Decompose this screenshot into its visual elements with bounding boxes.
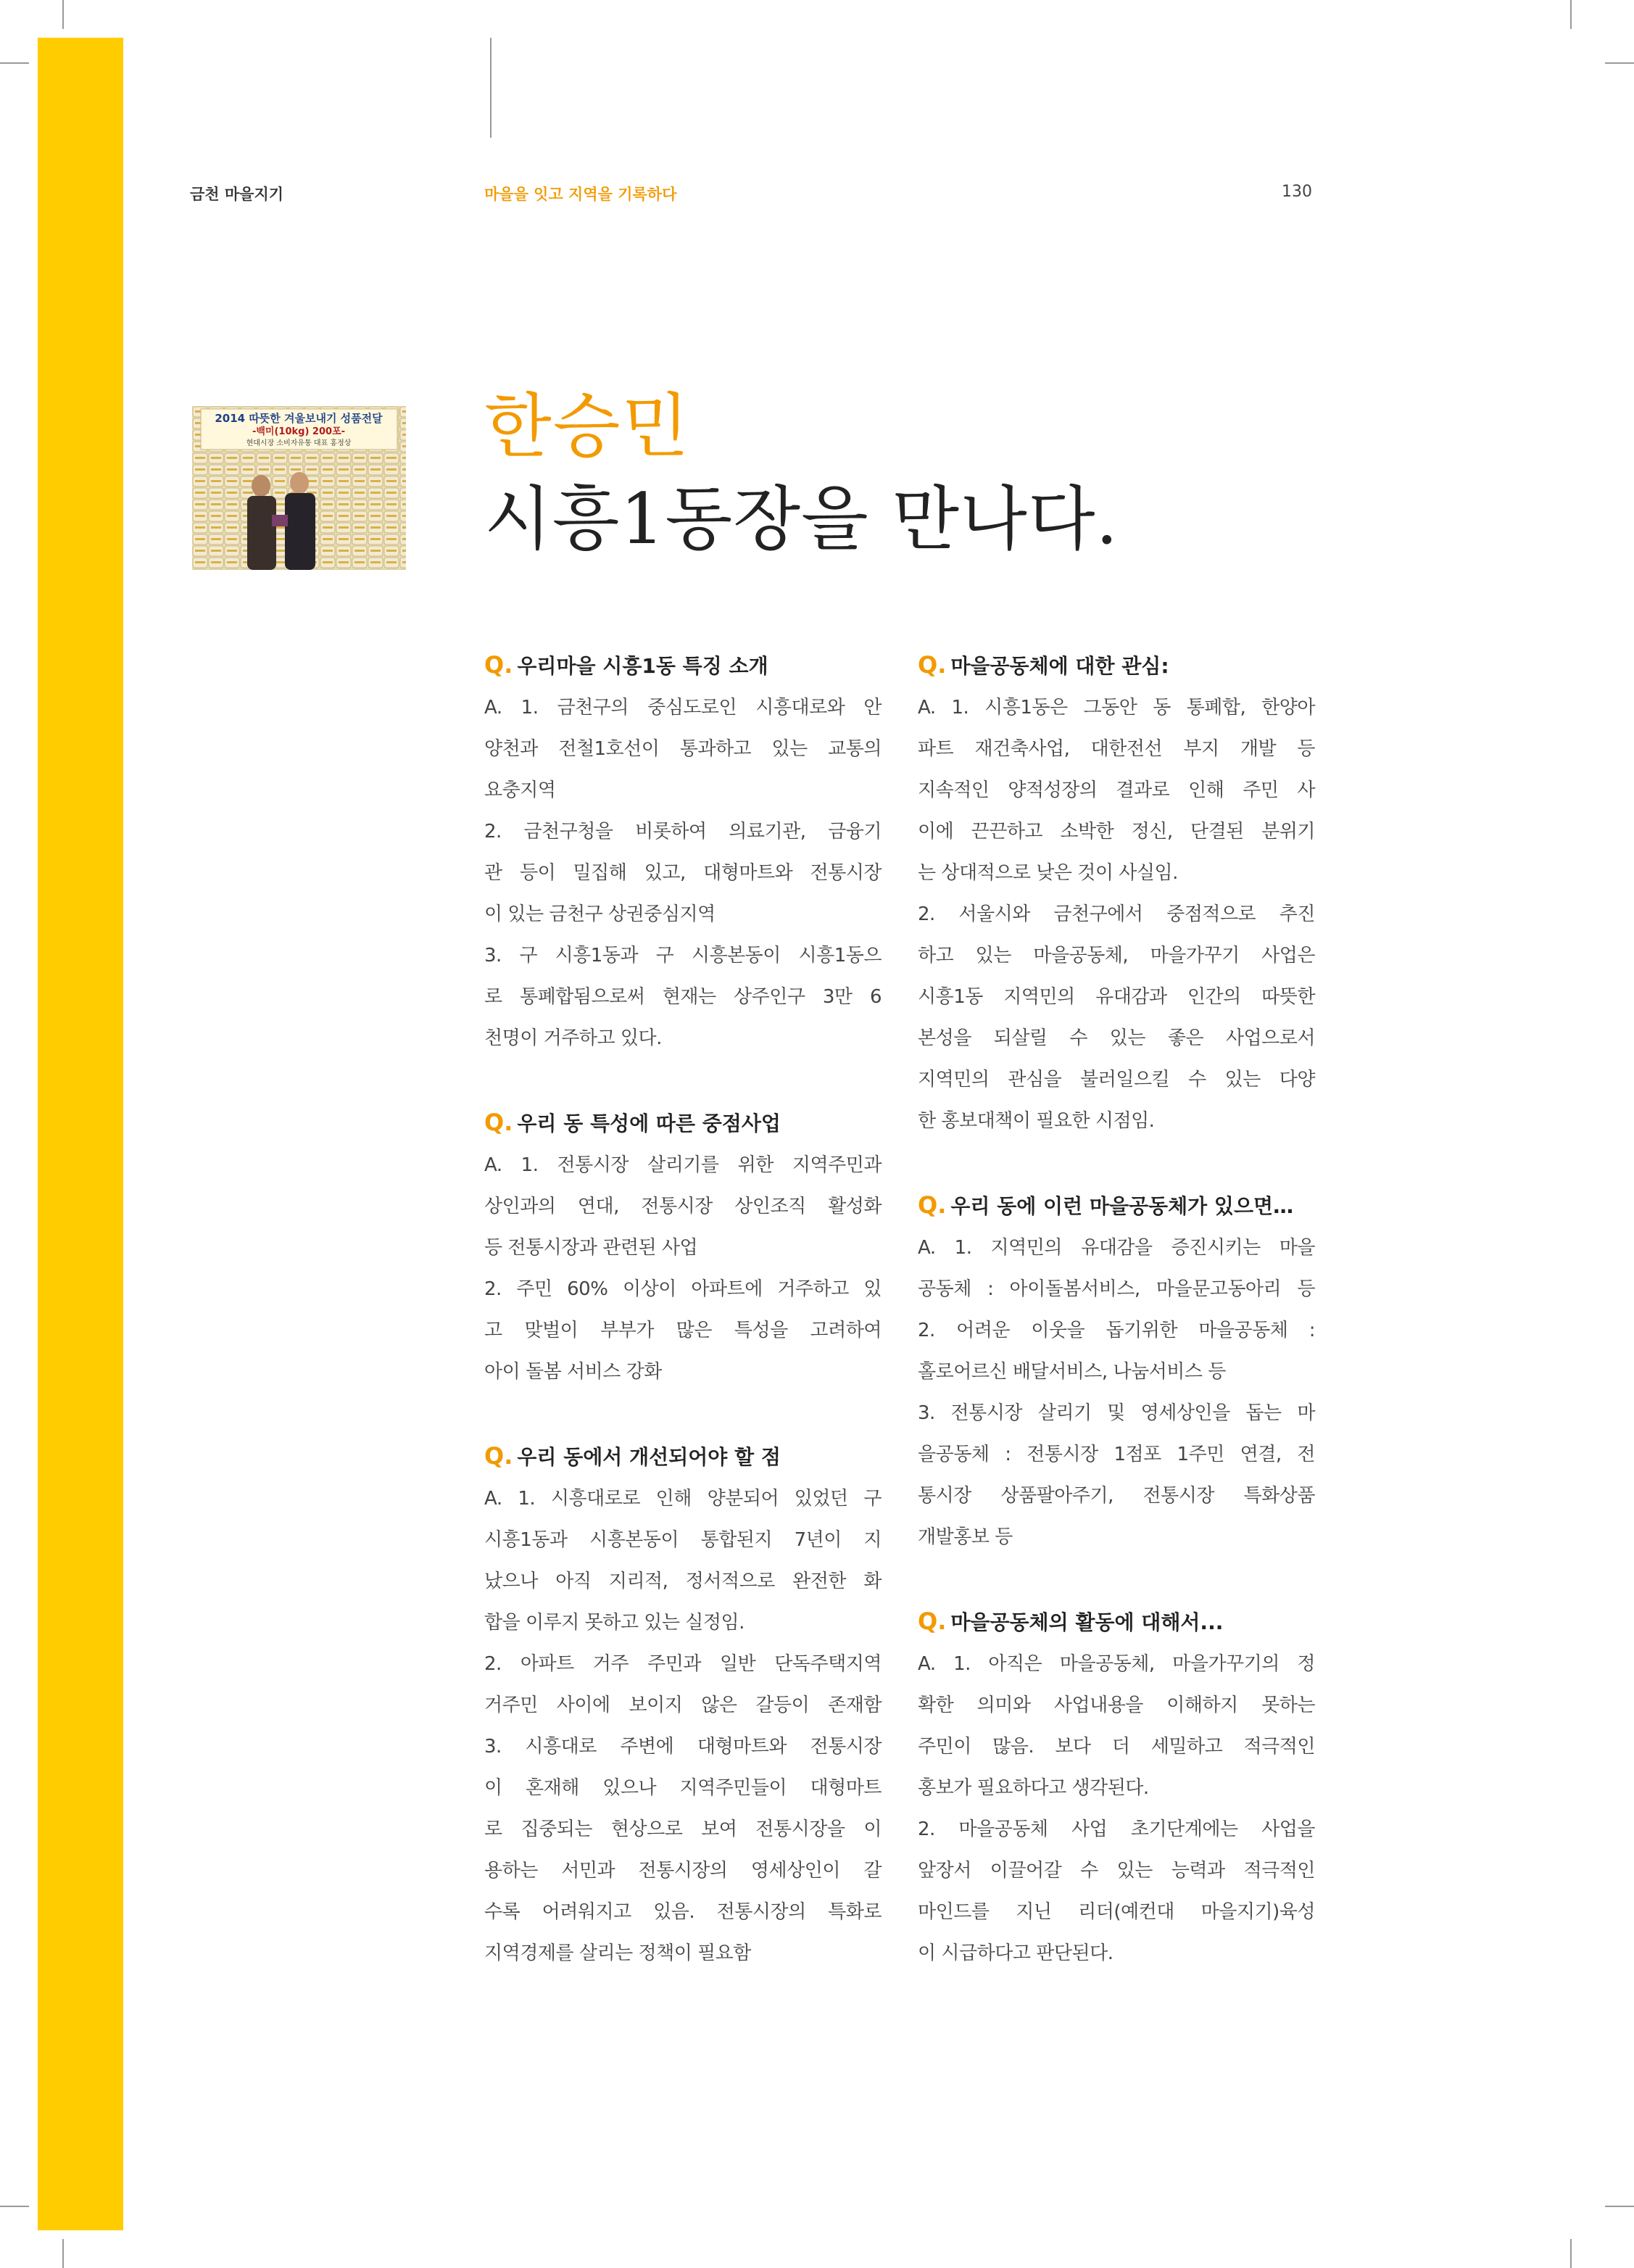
photo-illustration [192,406,406,570]
answer-line: 지속적인 양적성장의 결과로 인해 주민 사 [918,779,1315,801]
plaque [272,515,288,526]
qa-section [484,644,882,1059]
answer-line: 2. 아파트 거주 주민과 일반 단독주택지역 [484,1653,882,1675]
answer-line: 2. 서울시와 금천구에서 중점적으로 추진 [918,903,1315,925]
question-heading [918,1600,1315,1644]
answer-line: 났으나 아직 지리적, 정서적으로 완전한 화 [484,1570,882,1592]
answer-line: 이 시급하다고 판단된다. [918,1942,1113,1964]
answer-line: 로 통폐합됨으로써 현재는 상주인구 3만 6 [484,986,882,1008]
question-text: 마을공동체의 활동에 대해서... [950,1610,1224,1634]
answer-line: 이 혼재해 있으나 지역주민들이 대형마트 [484,1777,882,1799]
answer-line: 천명이 거주하고 있다. [484,1027,662,1049]
answer-line: 지역민의 관심을 불러일으킬 수 있는 다양 [918,1069,1315,1090]
crop-mark [62,0,64,29]
answer-line: 지역경제를 살리는 정책이 필요함 [484,1942,751,1964]
answer-line: 아이 돌봄 서비스 강화 [484,1361,662,1383]
question-text: 우리 동에 이런 마을공동체가 있으면… [950,1194,1294,1218]
answer-line: A. 1. 지역민의 유대감을 증진시키는 마을 [918,1237,1315,1259]
interview-photo [192,406,406,570]
article-title: 시흥1동장을 만나다. [484,479,1119,560]
answer-line: 파트 재건축사업, 대한전선 부지 개발 등 [918,738,1315,760]
answer-line: 마인드를 지닌 리더(예컨대 마을지기)육성 [918,1901,1315,1923]
crop-mark [62,2239,64,2268]
answer-line: 수록 어려워지고 있음. 전통시장의 특화로 [484,1901,882,1923]
banner-line-3: 현대시장 소비자유통 대표 홍정상 [246,439,352,447]
question-mark-label: Q. [484,651,513,679]
question-mark-label: Q. [918,1191,947,1219]
answer-line: 거주민 사이에 보이지 않은 갈등이 존재함 [484,1694,882,1716]
section-title: 마을을 잇고 지역을 기록하다 [484,186,677,203]
interviewee-name: 한승민 [484,386,691,467]
crop-mark [0,2206,29,2207]
answer-line: 관 등이 밀집해 있고, 대형마트와 전통시장 [484,862,882,884]
answer-line: 2. 금천구청을 비롯하여 의료기관, 금융기 [484,821,882,843]
question-mark-label: Q. [918,651,947,679]
answer-line: 홀로어르신 배달서비스, 나눔서비스 등 [918,1361,1226,1383]
question-text: 마을공동체에 대한 관심: [950,654,1169,678]
banner-line-1: 2014 따뜻한 겨울보내기 성품전달 [215,412,383,425]
answer-line: 합을 이루지 못하고 있는 실정임. [484,1612,745,1634]
person-right-head [290,472,309,494]
crop-mark [1605,62,1634,64]
answer-line: A. 1. 금천구의 중심도로인 시흥대로와 안 [484,697,882,719]
question-heading [484,644,882,687]
answer-line: 2. 어려운 이웃을 돕기위한 마을공동체 : [918,1320,1315,1341]
answer-line: 본성을 되살릴 수 있는 좋은 사업으로서 [918,1027,1315,1049]
answer-line: 는 상대적으로 낮은 것이 사실임. [918,862,1178,884]
answer-line: 3. 시흥대로 주변에 대형마트와 전통시장 [484,1736,882,1758]
question-heading [484,1435,882,1478]
answer-line: A. 1. 전통시장 살리기를 위한 지역주민과 [484,1154,882,1176]
answer-line: 상인과의 연대, 전통시장 상인조직 활성화 [484,1196,882,1217]
answer-line: 로 집중되는 현상으로 보여 전통시장을 이 [484,1818,882,1840]
answer-line: 이 있는 금천구 상권중심지역 [484,903,716,925]
answer-line: 개발홍보 등 [918,1526,1013,1548]
answer-line: 요충지역 [484,779,556,801]
person-left-head [252,475,270,497]
qa-section [918,644,1315,1142]
answer-line: 등 전통시장과 관련된 사업 [484,1237,698,1259]
qa-section [484,1101,882,1393]
question-mark-label: Q. [484,1442,513,1470]
question-heading [918,1184,1315,1228]
header-divider-line [490,38,492,138]
answer-line: 양천과 전철1호선이 통과하고 있는 교통의 [484,738,882,760]
answer-line: 통시장 상품팔아주기, 전통시장 특화상품 [918,1485,1315,1507]
person-right-body [285,493,315,570]
answer-line: 확한 의미와 사업내용을 이해하지 못하는 [918,1694,1315,1716]
question-mark-label: Q. [918,1607,947,1635]
question-mark-label: Q. [484,1109,513,1136]
left-column [484,644,882,2016]
page-number: 130 [1282,183,1312,201]
answer-line: A. 1. 아직은 마을공동체, 마을가꾸기의 정 [918,1653,1315,1675]
qa-section [484,1435,882,1974]
answer-line: 홍보가 필요하다고 생각된다. [918,1777,1149,1799]
answer-line: 앞장서 이끌어갈 수 있는 능력과 적극적인 [918,1860,1315,1882]
answer-line: 하고 있는 마을공동체, 마을가꾸기 사업은 [918,945,1315,967]
question-text: 우리 동 특성에 따른 중점사업 [517,1112,781,1135]
answer-line: 한 홍보대책이 필요한 시점임. [918,1110,1155,1132]
qa-section [918,1184,1315,1558]
answer-line: A. 1. 시흥1동은 그동안 동 통폐합, 한양아 [918,697,1315,719]
answer-line: A. 1. 시흥대로로 인해 양분되어 있었던 구 [484,1488,882,1510]
crop-mark [0,62,29,64]
qa-section [918,1600,1315,1974]
banner-line-2: -백미(10kg) 200포- [252,426,346,437]
crop-mark [1570,0,1572,29]
right-column [918,644,1315,2016]
answer-line: 공동체 : 아이돌봄서비스, 마을문고동아리 등 [918,1278,1315,1300]
crop-mark [1570,2239,1572,2268]
answer-line: 주민이 많음. 보다 더 세밀하고 적극적인 [918,1736,1315,1758]
person-left-body [247,496,276,570]
answer-line: 이에 끈끈하고 소박한 정신, 단결된 분위기 [918,821,1315,843]
answer-line: 3. 전통시장 살리기 및 영세상인을 돕는 마 [918,1402,1315,1424]
question-heading [484,1101,882,1145]
question-text: 우리 동에서 개선되어야 할 점 [517,1445,781,1469]
answer-line: 3. 구 시흥1동과 구 시흥본동이 시흥1동으 [484,945,882,967]
crop-mark [1605,2206,1634,2207]
answer-line: 용하는 서민과 전통시장의 영세상인이 갈 [484,1860,882,1882]
answer-line: 고 맞벌이 부부가 많은 특성을 고려하여 [484,1320,882,1341]
question-heading [918,644,1315,687]
answer-line: 2. 주민 60% 이상이 아파트에 거주하고 있 [484,1278,882,1300]
book-title: 금천 마을지기 [190,186,284,203]
question-text: 우리마을 시흥1동 특징 소개 [517,654,768,678]
answer-line: 시흥1동 지역민의 유대감과 인간의 따뜻한 [918,986,1315,1008]
yellow-side-bar [38,38,123,2230]
answer-line: 을공동체 : 전통시장 1점포 1주민 연결, 전 [918,1444,1315,1465]
answer-line: 시흥1동과 시흥본동이 통합된지 7년이 지 [484,1529,882,1551]
answer-line: 2. 마을공동체 사업 초기단계에는 사업을 [918,1818,1315,1840]
